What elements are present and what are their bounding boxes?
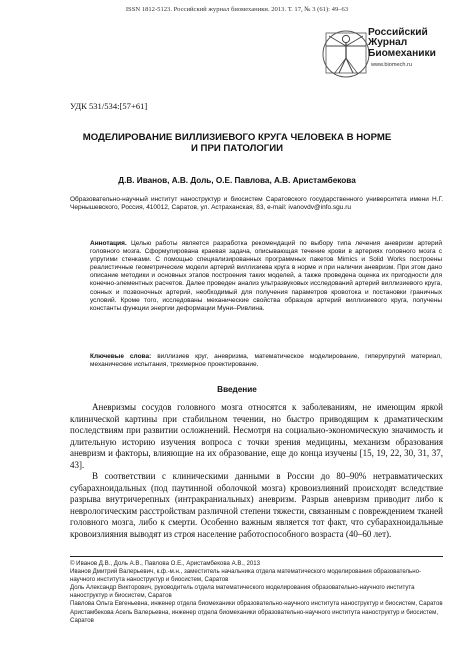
logo-wordmark: Российский Журнал Биомеханики [368,27,436,59]
keywords-text: виллизиев круг, аневризма, математическое моделирование, гиперупругий материал, механические испытания, трехмерное проектирование. [90,353,442,369]
footnote-divider [70,556,443,557]
intro-paragraph: В соответствии с клиническими данными в России до 80–90% нетравматических субарахноидальных (под паутинной оболочкой мозга) кровоизлияний происходят вследствие разрыва внутричерепных (интракраниальных) аневризм. Разрыв аневризм приводит либо к неврологическим расстройствам различной степени тяжести, связанным с повреждением тканей головного мозга, либо к смерти. Особенно важным является тот факт, что субарахноидальные кровоизлияния выводят из строя население работоспособного возраста (40–60 лет). [70,471,443,539]
article-authors: Д.В. Иванов, А.В. Доль, О.Е. Павлова, А.В. Аристамбекова [118,176,356,185]
intro-paragraph: Аневризмы сосудов головного мозга относятся к заболеваниям, не имеющим яркой клинической картины при стабильном течении, но быстро приводящим к драматическим последствиям при развитии осложнений. Несмотря на социально-экономическую значимость и длительную историю изучения вопроса с точки зрения медицины, механизм образования аневризм и факторы, влияющие на их образование, еще до конца изучены [15, 19, 22, 30, 31, 37, 43]. [70,402,443,470]
vitruvian-man-icon [323,31,369,77]
author-note: Доль Александр Викторович, руководитель отдела математического моделирования образовательно-научного института наноструктур и биосистем, Саратов [70,584,415,600]
abstract-text: Целью работы является разработка рекомендаций по выбору типа лечения аневризм артерий головного мозга. Сформулирована краевая задача, описывающая течение крови в артериях головного мозга с упругими стенками. С помощью специализированных программных пакетов Mimics и Solid Works построены реалистичные геометрические модели артерий виллизиева круга в норме и при наличии аневризм. При этом дано описание методики и основных этапов построения таких моделей, а также проведена оценка их пригодности для конечно-элементных расчетов. Далее проведен анализ ультразвуковых исследований артерий виллизиевого круга, сонных и позвоночных артерий, необходимый для получения параметров кровотока и постановки граничных условий. Кроме того, исследованы механические свойства образцов артерий виллизиевого круга, получены константы функции энергии деформации Муни–Ривлина. [90,240,442,312]
abstract-label: Аннотация. [90,240,127,247]
copyright-line: © Иванов Д.В., Доль А.В., Павлова О.Е., Аристамбекова А.В., 2013 [70,560,261,567]
author-note: Аристамбекова Асель Валерьевна, инженер отдела биомеханики образовательно-научного института наноструктур и биосистем, Саратов [70,608,439,624]
author-note: Павлова Ольга Евгеньевна, инженер отдела биомеханики образовательно-научного института наноструктур и биосистем, Саратов [70,600,443,608]
author-note: Иванов Дмитрий Валерьевич, к.ф.-м.н., заместитель начальника отдела математического моделирования образовательно-научного института наноструктур и биосистем, Саратов [70,568,422,584]
udk-code: УДК 531/534:[57+61] [70,101,148,111]
abstract [90,240,442,313]
journal-header: ISSN 1812-5123. Российский журнал биомеханики. 2013. Т. 17, № 3 (61): 49–63 [125,6,349,13]
article-title: МОДЕЛИРОВАНИЕ ВИЛЛИЗИЕВОГО КРУГА ЧЕЛОВЕКА В НОРМЕ И ПРИ ПАТОЛОГИИ [82,132,392,155]
author-affiliation: Образовательно-научный институт наноструктур и биосистем Саратовского государственного университета имени Н.Г. Чернышевского, Россия, 410012, Саратов, ул. Астраханская, 83, e-mail: ivanovdv@info.sgu.ru [70,196,443,212]
logo-url: www.biomech.ru [371,62,413,68]
keywords-label: Ключевые слова: [90,353,152,360]
author-footnotes [70,560,443,625]
intro-body [70,402,443,540]
section-heading: Введение [217,385,257,394]
keywords [90,353,442,369]
